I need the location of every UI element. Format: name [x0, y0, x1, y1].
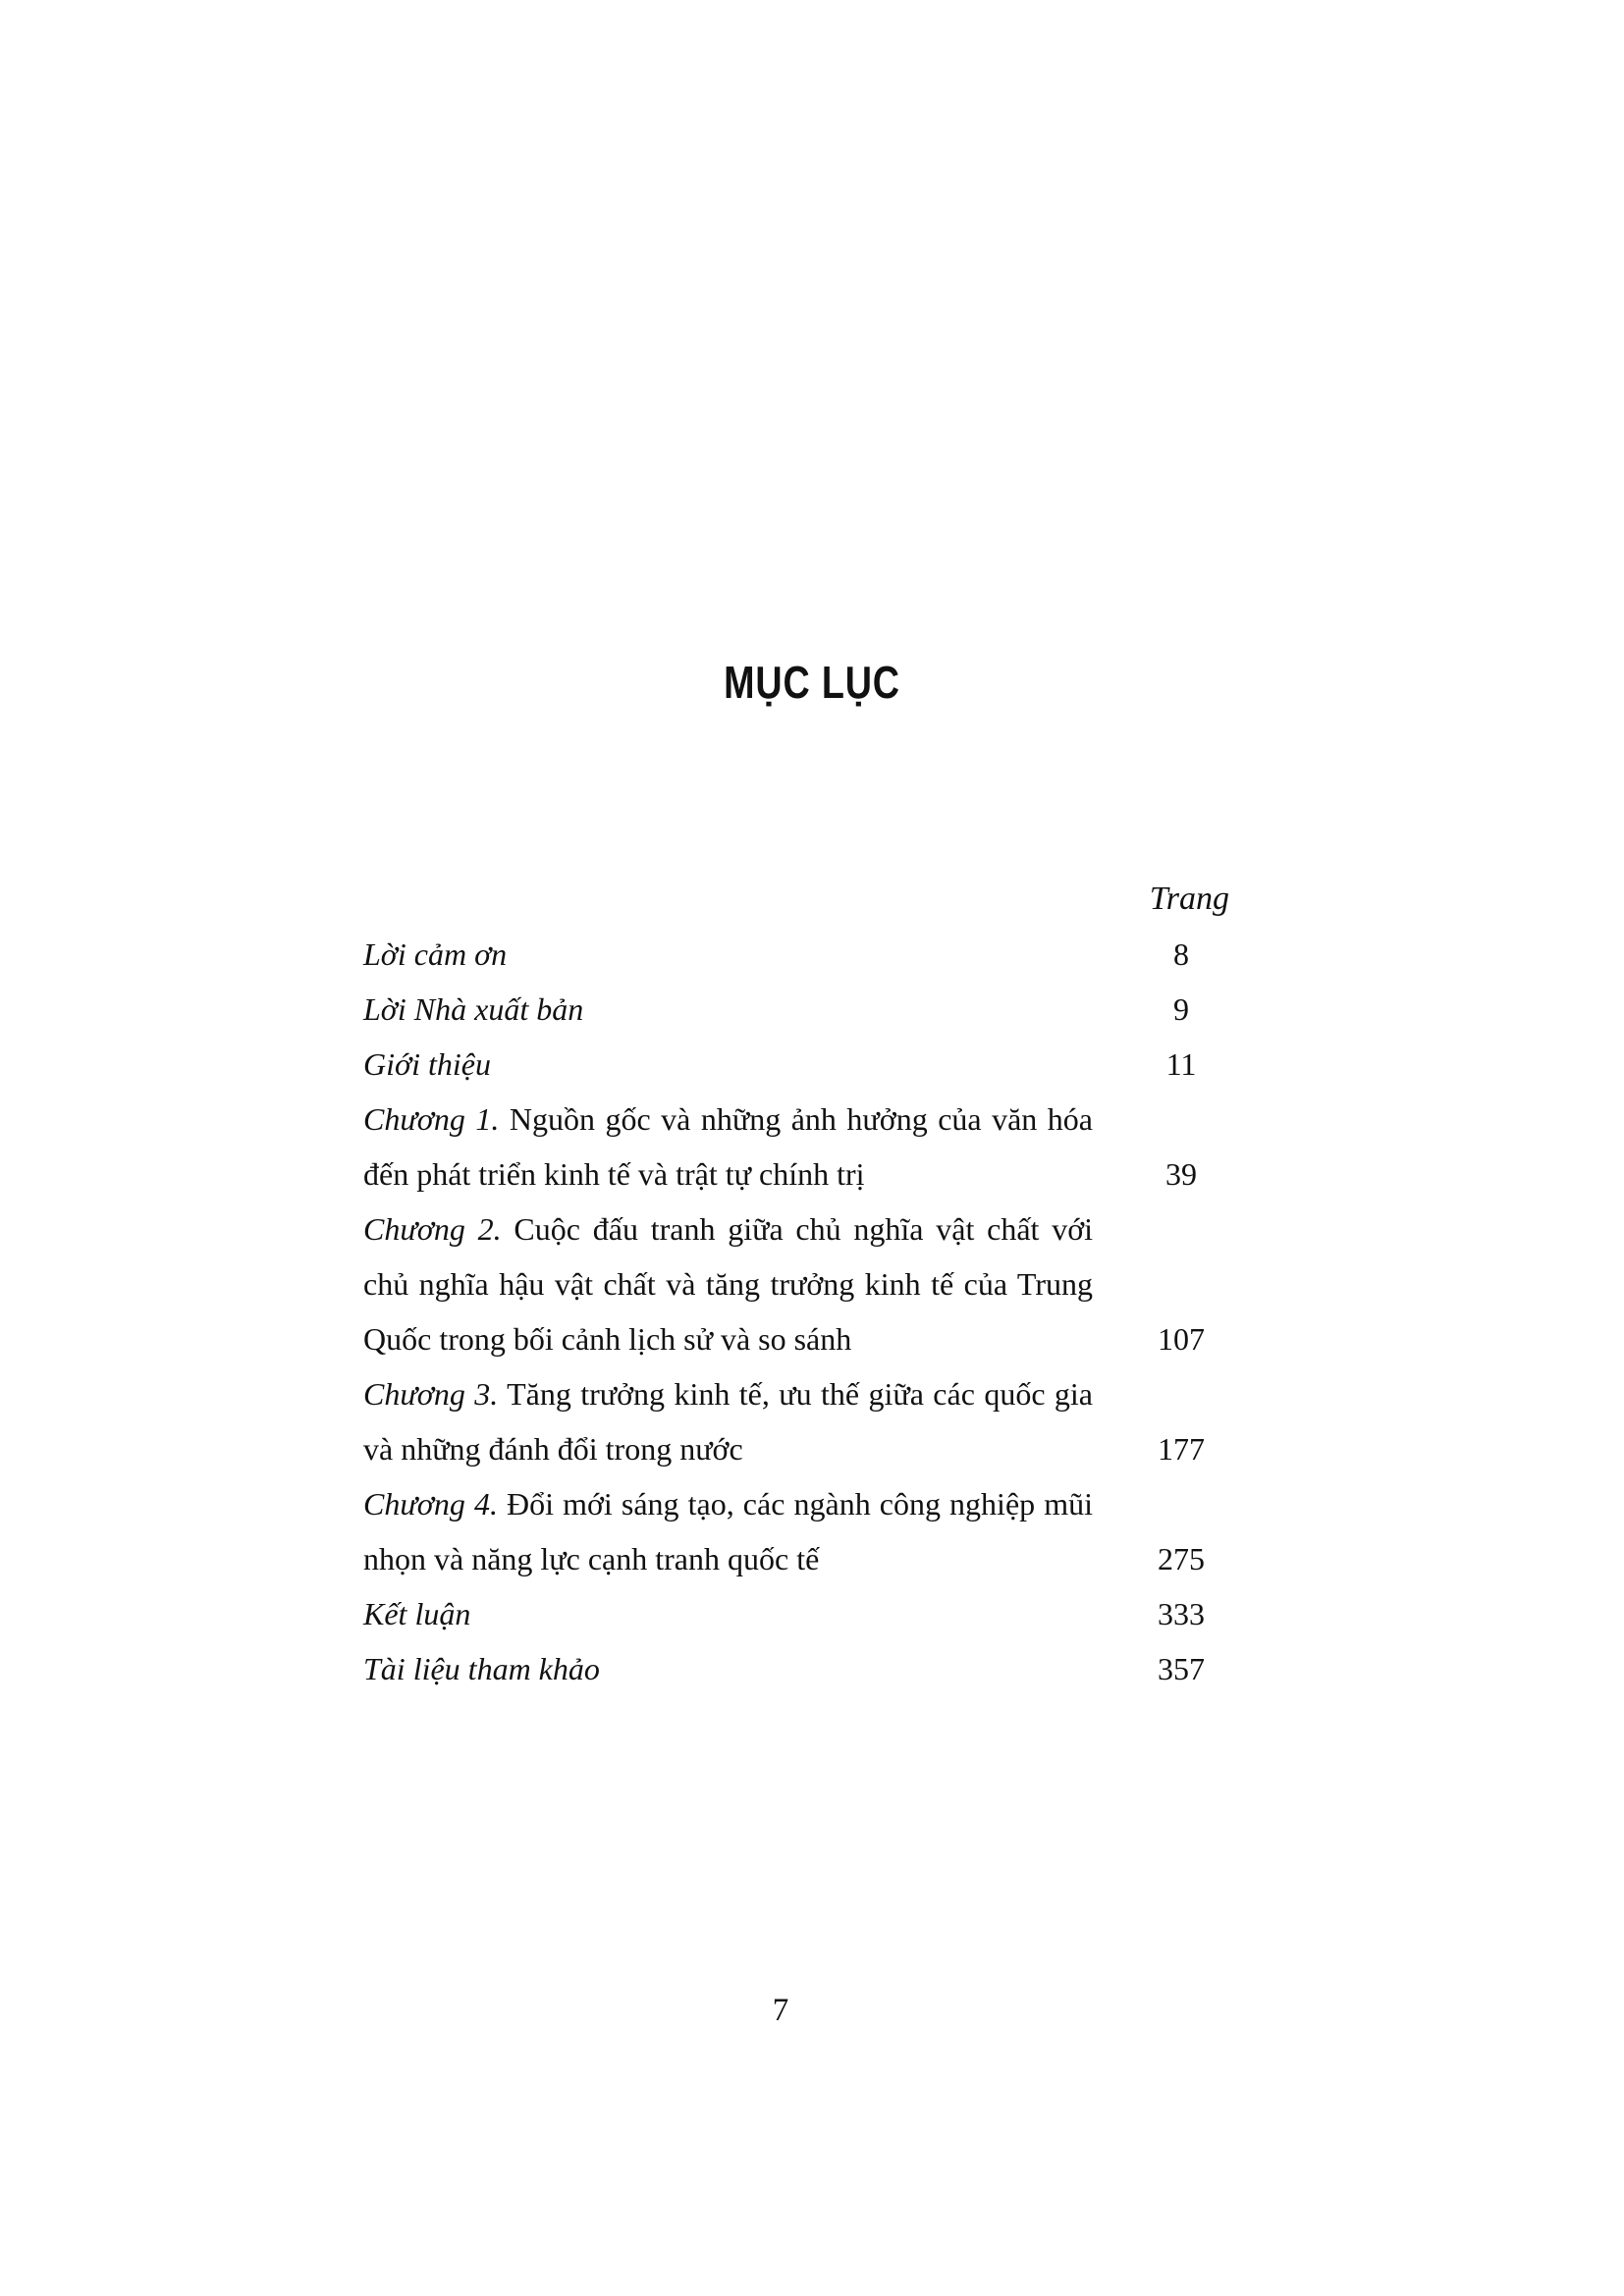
toc-entry-text: [363, 1586, 1093, 1641]
toc-entry-title: Nguồn gốc và những ảnh hưởng của văn hóa đến phát triển kinh tế và trật tự chính trị: [363, 1101, 1094, 1192]
toc-entry-chapter-1[interactable]: [363, 1092, 1232, 1201]
toc-entry-text: [363, 1641, 1093, 1696]
toc-entry-text: [363, 1366, 1093, 1476]
toc-entry-acknowledgements[interactable]: [363, 927, 1232, 982]
toc-entry-text: [363, 1201, 1093, 1366]
toc-entry-chapter-4[interactable]: [363, 1476, 1232, 1586]
toc-entry-text: [363, 1037, 1093, 1092]
page-number: 7: [772, 1993, 789, 2028]
toc-title: MỤC LỤC: [724, 657, 900, 708]
toc-entry-page-number: 9: [1173, 991, 1189, 1027]
toc-entry-label: Kết luận: [363, 1596, 471, 1631]
toc-entry-page-number: 39: [1165, 1156, 1197, 1192]
toc-entry-introduction[interactable]: [363, 1037, 1232, 1092]
toc-entry-label: Chương 4.: [363, 1486, 498, 1522]
toc-entry-title: Cuộc đấu tranh giữa chủ nghĩa vật chất với chủ nghĩa hậu vật chất và tăng trưởng kinh tế của Trung Quốc trong bối cảnh lịch sử và so sánh: [363, 1211, 1094, 1357]
toc-entry-page-number: 8: [1173, 936, 1189, 972]
toc-entry-text: [363, 1476, 1093, 1586]
toc-entry-page-number: 107: [1158, 1321, 1205, 1357]
toc-entry-label: Tài liệu tham khảo: [363, 1651, 600, 1686]
toc-entry-title: Tăng trưởng kinh tế, ưu thế giữa các quốc gia và những đánh đổi trong nước: [363, 1376, 1094, 1467]
toc-entry-text: [363, 982, 1093, 1037]
toc-entry-chapter-2[interactable]: [363, 1201, 1232, 1366]
toc-entry-label: Lời Nhà xuất bản: [363, 991, 584, 1027]
toc-entry-text: [363, 1092, 1093, 1201]
toc-entry-page-number: 333: [1158, 1596, 1205, 1631]
toc-entry-page-number: 357: [1158, 1651, 1205, 1686]
toc-entry-title: Đổi mới sáng tạo, các ngành công nghiệp mũi nhọn và năng lực cạnh tranh quốc tế: [363, 1486, 1093, 1576]
toc-entry-label: Chương 1.: [363, 1101, 500, 1137]
toc-entry-conclusion[interactable]: [363, 1586, 1232, 1641]
page-column-header: Trang: [1149, 881, 1229, 917]
toc-entry-label: Chương 3.: [363, 1376, 499, 1412]
toc-entry-label: Giới thiệu: [363, 1046, 491, 1082]
toc-entry-page-number: 177: [1158, 1431, 1205, 1467]
table-of-contents: [363, 872, 1232, 1696]
toc-entry-page-number: 275: [1158, 1541, 1205, 1576]
toc-entry-publisher-note[interactable]: [363, 982, 1232, 1037]
toc-entry-label: Lời cảm ơn: [363, 936, 508, 972]
toc-entry-page-number: 11: [1165, 1046, 1197, 1082]
toc-entry-chapter-3[interactable]: [363, 1366, 1232, 1476]
toc-entry-label: Chương 2.: [363, 1211, 502, 1247]
toc-entry-references[interactable]: [363, 1641, 1232, 1696]
toc-entry-text: [363, 927, 1093, 982]
